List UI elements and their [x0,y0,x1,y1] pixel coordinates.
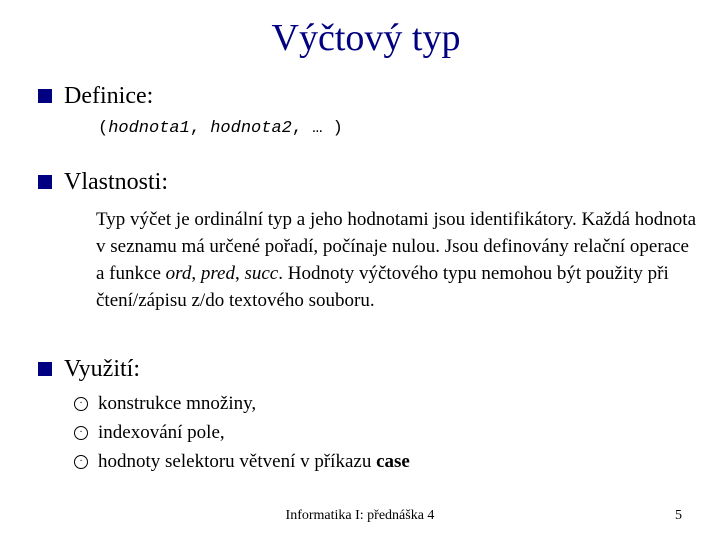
usage-item [74,393,256,415]
usage-item-label: konstrukce množiny, [98,393,257,414]
syntax-open: ( [98,119,109,138]
function-ord: ord [165,263,192,284]
circle-dot-bullet-icon: · [74,397,88,411]
bullet-definition [38,84,153,108]
usage-item-label: indexování pole, [98,422,225,443]
bullet-properties [38,170,168,194]
slide-footer: Informatika I: přednáška 4 [285,508,435,523]
definition-heading: Definice: [64,83,154,109]
square-bullet-icon [38,362,52,376]
bullet-usage [38,357,140,381]
circle-dot-bullet-icon: · [74,455,88,469]
function-succ: succ [244,263,279,284]
usage-item-text: hodnoty selektoru větvení v příkazu [98,451,377,472]
usage-item-label [98,451,410,473]
properties-heading: Vlastnosti: [64,169,169,195]
slide-title: Výčtový typ [271,17,461,59]
square-bullet-icon [38,175,52,189]
properties-text-2: . Hodnoty výčtového typu nemohou být použity při čtení/zápisu z/do textového souboru. [96,263,669,311]
definition-syntax [98,119,343,138]
square-bullet-icon [38,89,52,103]
syntax-value1: hodnota1 [108,119,190,138]
case-keyword: case [376,451,410,472]
properties-text-1: Typ výčet je ordinální typ a jeho hodnotami jsou identifikátory. Každá hodnota v seznamu má určené pořadí, počínaje nulou. Jsou definovány relační operace a funkce [96,209,697,284]
usage-item [74,422,225,444]
syntax-sep1: , [189,119,211,138]
usage-item [74,451,410,473]
syntax-close: , … ) [291,119,343,138]
syntax-value2: hodnota2 [210,119,292,138]
function-pred: pred [200,263,235,284]
properties-sep-1: , [191,263,201,284]
usage-heading: Využití: [64,356,140,382]
properties-paragraph [96,206,696,314]
page-number: 5 [675,508,682,523]
circle-dot-bullet-icon: · [74,426,88,440]
properties-sep-2: , [234,263,245,284]
